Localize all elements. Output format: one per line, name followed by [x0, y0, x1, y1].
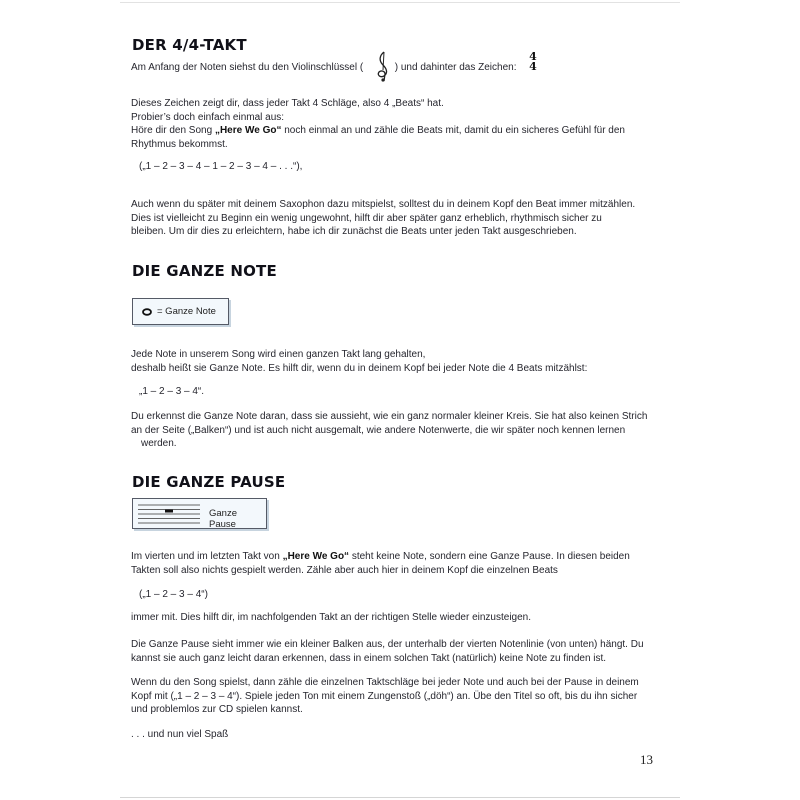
takt-p1-line1: Dieses Zeichen zeigt dir, dass jeder Takt 4 Schläge, also 4 „Beats“ hat. — [131, 98, 444, 109]
takt-p2-line3: bleiben. Um dir dies zu erleichtern, habe ich dir zunächst die Beats unter jeden Takt ausgeschrieben. — [131, 226, 577, 237]
takt-p1-line3 — [131, 124, 671, 138]
pause-p2-line1: Die Ganze Pause sieht immer wie ein kleiner Balken aus, der unterhalb der vierten Notenlinie (von unten) hängt. Du — [131, 639, 644, 650]
takt-intro-text-2: ) und dahinter das Zeichen: — [394, 62, 517, 73]
takt-paragraph-2 — [131, 198, 671, 239]
heading-ganze-note: DIE GANZE NOTE — [132, 262, 277, 280]
ganze-note-box — [132, 298, 229, 325]
ganze-pause-paragraph-2 — [131, 638, 671, 665]
note-p2-line1: Du erkennst die Ganze Note daran, dass sie aussieht, wie ein ganz normaler kleiner Kreis. Sie hat also keinen Strich — [131, 411, 648, 422]
takt-intro-text-1: Am Anfang der Noten siehst du den Violinschlüssel ( — [131, 62, 364, 73]
heading-4-4-takt: DER 4/4-TAKT — [132, 36, 247, 54]
note-p1-line1: Jede Note in unserem Song wird einen ganzen Takt lang gehalten, — [131, 349, 426, 360]
takt-count: („1 – 2 – 3 – 4 – 1 – 2 – 3 – 4 – . . .“), — [139, 161, 303, 172]
pause-p1-line1-a: Im vierten und im letzten Takt von — [131, 551, 283, 562]
ganze-note-label: = Ganze Note — [157, 306, 216, 317]
pause-p1-line2: Takten soll also nichts gespielt werden. Zähle aber auch hier in deinem Kopf die einzelnen Beats — [131, 564, 558, 576]
takt-p2-line2: Dies ist vielleicht zu Beginn ein wenig ungewohnt, hilft dir aber später ganz erheblich, rhythmisch sicher zu — [131, 212, 602, 224]
takt-p2-line1: Auch wenn du später mit deinem Saxophon dazu mitspielst, solltest du in deinem Kopf den Beat immer mitzählen. — [131, 199, 636, 210]
pause-p1-line3: immer mit. Dies hilft dir, im nachfolgenden Takt an der richtigen Stelle wieder einzusteigen. — [131, 612, 532, 623]
note-p2-line2: an der Seite („Balken“) und ist auch nicht ausgemalt, wie andere Notenwerte, die wir später noch kennen lernen — [131, 424, 626, 436]
top-edge-line — [120, 2, 680, 3]
takt-intro-line — [131, 61, 671, 75]
takt-p1-line2: Probier’s doch einfach einmal aus: — [131, 111, 285, 123]
pause-p1-line1 — [131, 550, 671, 564]
time-signature — [526, 52, 540, 72]
ganze-pause-paragraph-3 — [131, 676, 671, 717]
ganze-note-paragraph-2 — [131, 410, 671, 451]
closing-line: . . . und nun viel Spaß — [131, 729, 229, 740]
pause-p2-line2: kannst sie auch ganz leicht daran erkennen, dass in einem solchen Takt (natürlich) keine Note zu finden ist. — [131, 652, 607, 664]
ganze-pause-paragraph-1 — [131, 550, 671, 577]
note-p2-line3: werden. — [141, 438, 177, 449]
takt-p1-line4: Rhythmus bekommst. — [131, 138, 228, 150]
song-title-2: „Here We Go“ — [282, 551, 350, 562]
time-signature-top: 4 — [529, 50, 537, 63]
pause-p3-line3: und problemlos zur CD spielen kannst. — [131, 704, 303, 715]
ganze-note-paragraph-1 — [131, 348, 671, 375]
ganze-note-count: „1 – 2 – 3 – 4“. — [139, 386, 205, 397]
ganze-pause-count: („1 – 2 – 3 – 4“) — [139, 589, 208, 600]
note-p1-line2: deshalb heißt sie Ganze Note. Es hilft dir, wenn du in deinem Kopf bei jeder Note die 4 Beats mitzählst: — [131, 362, 588, 374]
pause-p3-line2: Kopf mit („1 – 2 – 3 – 4“). Spiele jeden Ton mit einem Zungenstoß („döh“) an. Übe den Titel so oft, bis du ihn sicher — [131, 690, 638, 702]
takt-p1-line3-a: Höre dir den Song — [131, 125, 215, 136]
time-signature-bottom: 4 — [529, 60, 537, 73]
pause-p3-line1: Wenn du den Song spielst, dann zähle die einzelnen Taktschläge bei jeder Note und auch bei der Pause in deinem — [131, 677, 639, 688]
treble-clef-icon — [371, 50, 395, 82]
bottom-edge-line — [120, 797, 680, 798]
song-title: „Here We Go“ — [214, 125, 282, 136]
takt-paragraph-1 — [131, 97, 671, 151]
ganze-pause-label: Ganze Pause — [209, 508, 237, 530]
page-number: 13 — [640, 752, 653, 767]
ganze-pause-box — [132, 498, 267, 529]
pause-p1-line1-b: steht keine Note, sondern eine Ganze Pause. In diesen beiden — [349, 551, 630, 562]
takt-p1-line3-b: noch einmal an und zähle die Beats mit, damit du ein sicheres Gefühl für den — [281, 125, 625, 136]
whole-rest-staff-icon — [138, 503, 200, 525]
whole-note-icon — [142, 308, 152, 316]
heading-ganze-pause: DIE GANZE PAUSE — [132, 473, 286, 491]
